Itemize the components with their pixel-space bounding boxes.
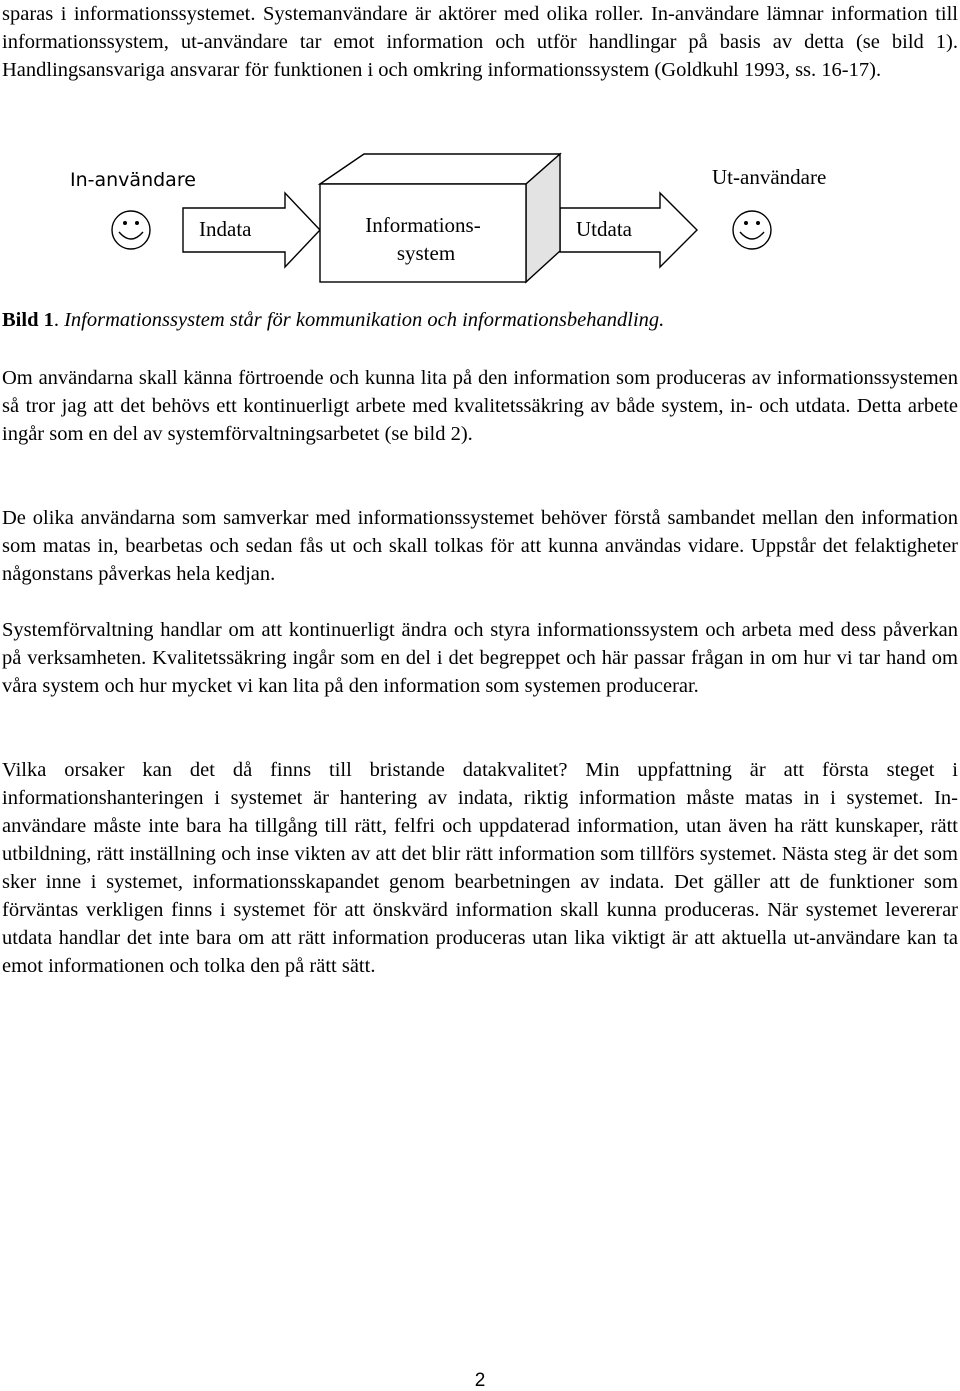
in-user-smiley-icon (112, 211, 150, 249)
paragraph-users: De olika användarna som samverkar med informationssystemet behöver förstå sambandet mellan den information som matas in, bearbetas och sedan fås ut och skall tolkas för att kunna användas vidare. Uppstår det felaktigheter någonstans påverkas hela kedjan. (2, 507, 958, 585)
output-label: Utdata (576, 217, 632, 241)
paragraph-trust: Om användarna skall känna förtroende och kunna lita på den information som produceras av informationssystemen så tror jag att det behövs ett kontinuerligt arbete med kvalitetssäkring av både system, in- och utdata. Detta arbete ingår som en del av systemförvaltningsarbetet (se bild 2). (2, 367, 958, 445)
system-label-line1: Informations- (365, 213, 481, 237)
caption-number: Bild 1 (2, 309, 54, 331)
in-user-label: In-användare (70, 169, 196, 191)
input-label: Indata (199, 217, 252, 241)
out-user-label: Ut-användare (712, 165, 827, 189)
caption-separator: . (53, 309, 65, 331)
out-user-smiley-icon (733, 211, 771, 249)
paragraph-system-management: Systemförvaltning handlar om att kontinuerligt ändra och styra informationssystem och arbeta med dess påverkan på verksamheten. Kvalitetssäkring ingår som en del i det begreppet och här passar frågan in om hur vi tar hand om våra system och hur mycket vi kan lita på den information som systemen producerar. (2, 619, 958, 697)
caption-text: Informationssystem står för kommunikation och informationsbehandling. (64, 309, 665, 331)
paragraph-intro: sparas i informationssystemet. Systemanvändare är aktörer med olika roller. In-användare lämnar information till informationssystem, ut-användare tar emot information och utför handlingar på basis av detta (se bild 1). Handlingsansvariga ansvarar för funktionen i och omkring informationssystem (Goldkuhl 1993, ss. 16-17). (2, 3, 958, 81)
figure-caption (2, 306, 958, 334)
paragraph-data-quality: Vilka orsaker kan det då finns till bristande datakvalitet? Min uppfattning är att första steget i informationshanteringen i systemet är hantering av indata, riktig information måste matas in i systemet. In-användare måste inte bara ha tillgång till rätt, felfri och uppdaterad information, utan även ha rätt kunskaper, rätt utbildning, rätt inställning och inse vikten av att det blir rätt information som tillförs systemet. Nästa steg är det som sker inne i systemet, informationsskapandet genom bearbetningen av indata. Det gäller att de funktioner som förväntas verkligen finns i systemet för att önskvärd information skall kunna produceras. När systemet levererar utdata handlar det inte bara om att rätt information produceras utan lika viktigt är att aktuella ut-användare kan ta emot informationen och tolka den på rätt sätt. (2, 759, 958, 977)
page-number: 2 (474, 1370, 486, 1391)
system-label-line2: system (396, 241, 456, 265)
figure-information-system-diagram (0, 140, 960, 300)
